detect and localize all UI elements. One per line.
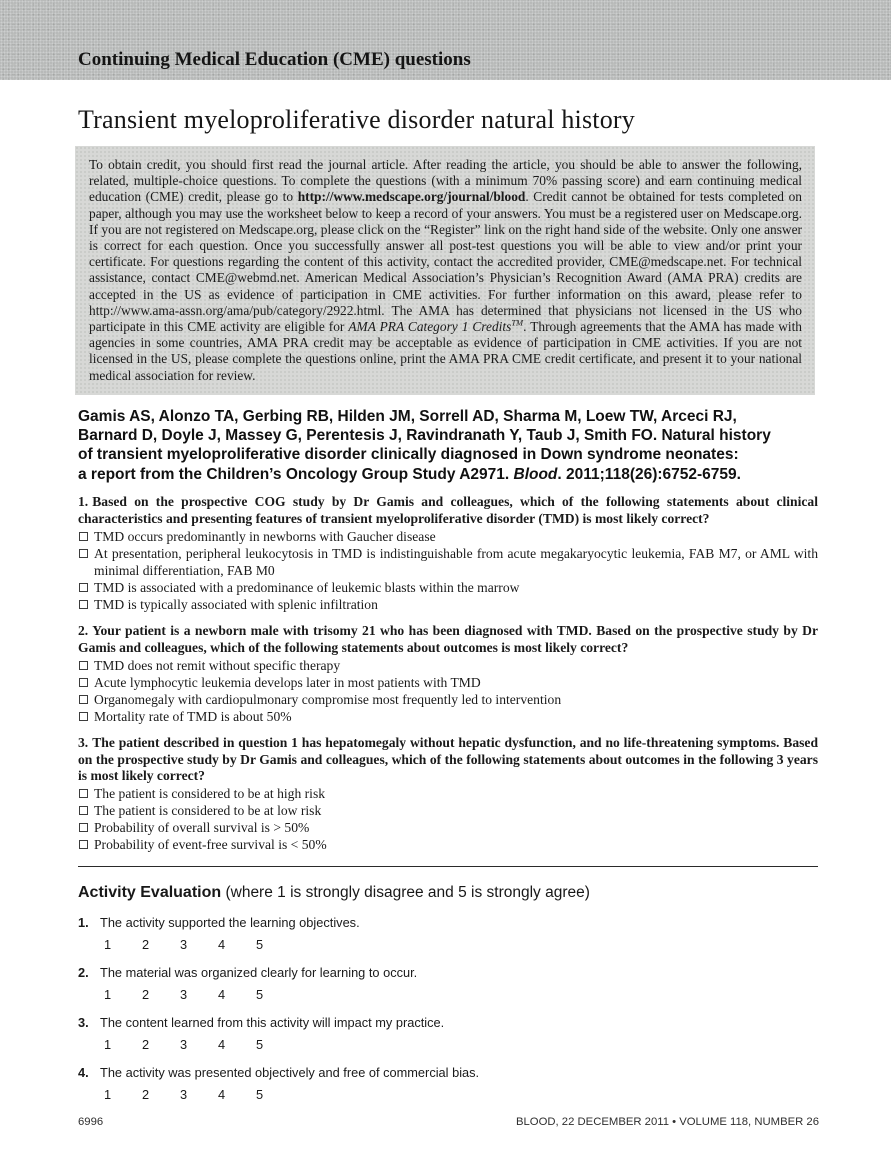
option-label: TMD is associated with a predominance of leukemic blasts within the marrow <box>94 579 520 595</box>
evaluation-item-number: 2. <box>78 965 89 981</box>
option-label: At presentation, peripheral leukocytosis in TMD is indistinguishable from acute megakaryocytic leukemia, FAB M7, or AML with minimal differentiation, FAB M0 <box>94 545 818 578</box>
evaluation-item-text: The activity was presented objectively and free of commercial bias. <box>100 1065 480 1081</box>
answer-option[interactable] <box>78 819 818 836</box>
citation-line: Barnard D, Doyle J, Massey G, Perentesis J, Ravindranath Y, Taub J, Smith FO. Natural history <box>78 427 771 445</box>
answer-option[interactable] <box>78 579 818 596</box>
option-label: Probability of event-free survival is < 50% <box>94 837 327 853</box>
option-label: Acute lymphocytic leukemia develops later in most patients with TMD <box>94 674 481 690</box>
citation-line: of transient myeloproliferative disorder clinically diagnosed in Down syndrome neonates: <box>78 446 739 464</box>
question-prompt: 2. Your patient is a newborn male with trisomy 21 who has been diagnosed with TMD. Based on the prospective study by Dr Gamis and colleagues, which of the following statements about outcomes is most likely correct? <box>78 622 818 655</box>
rating-scale <box>100 987 818 1002</box>
evaluation-item-2 <box>78 965 818 1002</box>
question-2 <box>78 623 818 725</box>
question-number: 1. <box>78 494 89 510</box>
rating-option-4[interactable]: 4 <box>218 937 226 953</box>
section-divider <box>78 866 818 867</box>
rating-option-5[interactable]: 5 <box>256 987 264 1003</box>
rating-option-1[interactable]: 1 <box>104 1037 112 1053</box>
answer-checkbox[interactable] <box>79 532 88 541</box>
instructions-text: To obtain credit, you should first read the journal article. After reading the article, you should be able to answer the following, related, multiple-choice questions. To complete the questions (with a minimum 70% passing score) and earn continuing medical education (CME) credit, please go to <box>89 157 802 205</box>
answer-option[interactable] <box>78 596 818 613</box>
rating-option-1[interactable]: 1 <box>104 1087 112 1103</box>
rating-option-2[interactable]: 2 <box>142 937 150 953</box>
journal-info: BLOOD, 22 DECEMBER 2011 • VOLUME 118, NUMBER 26 <box>515 1116 819 1128</box>
medscape-url: http://www.medscape.org/journal/blood <box>297 189 526 205</box>
ama-pra-credits: AMA PRA Category 1 Credits <box>348 319 512 335</box>
answer-checkbox[interactable] <box>79 695 88 704</box>
question-prompt: 1. Based on the prospective COG study by Dr Gamis and colleagues, which of the following statements about clinical characteristics and presenting features of transient myeloproliferative disorder (TMD) is most likely correct? <box>78 494 818 526</box>
option-label: TMD does not remit without specific therapy <box>94 657 341 673</box>
option-label: TMD occurs predominantly in newborns with Gaucher disease <box>94 528 436 544</box>
evaluation-item-number: 1. <box>78 915 89 931</box>
rating-option-5[interactable]: 5 <box>256 1037 264 1053</box>
rating-option-2[interactable]: 2 <box>142 1037 150 1053</box>
evaluation-item-4 <box>78 1065 818 1102</box>
rating-scale <box>100 937 818 952</box>
answer-checkbox[interactable] <box>79 789 88 798</box>
answer-checkbox[interactable] <box>79 600 88 609</box>
answer-option[interactable] <box>78 528 818 545</box>
instructions-text: . Credit cannot be obtained for tests completed on paper, although you may use the worksheet below to keep a record of your answers. You must be a registered user on Medscape.org. If you are not registered on Medscape.org, please click on the “Register” link on the right hand side of the website. Only one answer is correct for each question. Once you successfully answer all post-test questions you will be able to view and/or print your certificate. For questions regarding the content of this activity, contact the accredited provider, CME@medscape.net. For technical assistance, contact CME@webmd.net. American Medical Association’s Physician’s Recognition Award (AMA PRA) credits are accepted in the US as evidence of participation in CME activities. For further information on this award, please refer to http://www.ama-assn.org/ama/pub/category/2922.html. The AMA has determined that physicians not licensed in the US who participate in this CME activity are eligible for <box>89 189 802 335</box>
option-label: The patient is considered to be at low risk <box>94 803 322 819</box>
banner-title: Continuing Medical Education (CME) questions <box>78 49 471 70</box>
article-title: Transient myeloproliferative disorder natural history <box>78 105 635 134</box>
rating-option-5[interactable]: 5 <box>256 937 264 953</box>
answer-checkbox[interactable] <box>79 661 88 670</box>
question-1 <box>78 494 818 613</box>
rating-option-4[interactable]: 4 <box>218 987 226 1003</box>
answer-checkbox[interactable] <box>79 823 88 832</box>
answer-option[interactable] <box>78 802 818 819</box>
answer-checkbox[interactable] <box>79 806 88 815</box>
answer-option[interactable] <box>78 674 818 691</box>
answer-checkbox[interactable] <box>79 583 88 592</box>
rating-option-3[interactable]: 3 <box>180 937 188 953</box>
evaluation-item-text: The activity supported the learning objectives. <box>100 915 360 931</box>
rating-option-3[interactable]: 3 <box>180 1037 188 1053</box>
question-number: 2. <box>78 622 89 638</box>
page-footer <box>78 1116 819 1128</box>
trademark-superscript: TM <box>511 317 524 328</box>
answer-checkbox[interactable] <box>79 712 88 721</box>
option-label: Organomegaly with cardiopulmonary compromise most frequently led to intervention <box>94 691 562 707</box>
answer-option[interactable] <box>78 545 818 579</box>
question-prompt: 3. The patient described in question 1 has hepatomegaly without hepatic dysfunction, and no life-threatening symptoms. Based on the prospective study by Dr Gamis and colleagues, which of the following statements about outcomes in the following 3 years is most likely correct? <box>78 734 818 784</box>
answer-checkbox[interactable] <box>79 840 88 849</box>
rating-option-5[interactable]: 5 <box>256 1087 264 1103</box>
citation-line: a report from the Children’s Oncology Group Study A2971. <box>78 465 514 483</box>
evaluation-item-number: 4. <box>78 1065 89 1081</box>
evaluation-item-3 <box>78 1015 818 1052</box>
activity-evaluation <box>78 884 818 1102</box>
answer-checkbox[interactable] <box>79 678 88 687</box>
answer-option[interactable] <box>78 785 818 802</box>
option-label: TMD is typically associated with splenic infiltration <box>94 596 378 612</box>
answer-option[interactable] <box>78 708 818 725</box>
journal-name: Blood <box>513 465 558 483</box>
evaluation-heading: Activity Evaluation (where 1 is strongly disagree and 5 is strongly agree) <box>78 884 590 902</box>
rating-option-4[interactable]: 4 <box>218 1037 226 1053</box>
instructions-text: . Through agreements that the AMA has made with agencies in some countries, AMA PRA credit may be acceptable as evidence of participation in CME activities. If you are not licensed in the US, please complete the questions online, print the AMA PRA CME credit certificate, and present it to your national medical association for review. <box>89 319 802 383</box>
credit-instructions-box <box>75 146 815 395</box>
rating-option-2[interactable]: 2 <box>142 1087 150 1103</box>
citation-line: Gamis AS, Alonzo TA, Gerbing RB, Hilden JM, Sorrell AD, Sharma M, Loew TW, Arceci RJ, <box>78 407 737 425</box>
rating-scale <box>100 1087 818 1102</box>
rating-option-1[interactable]: 1 <box>104 937 112 953</box>
article-citation <box>78 407 818 484</box>
question-3 <box>78 735 818 854</box>
rating-option-4[interactable]: 4 <box>218 1087 226 1103</box>
evaluation-scale-note: (where 1 is strongly disagree and 5 is strongly agree) <box>221 884 590 902</box>
evaluation-item-number: 3. <box>78 1015 89 1031</box>
question-number: 3. <box>78 734 89 750</box>
cme-banner <box>0 0 891 80</box>
evaluation-item-text: The content learned from this activity will impact my practice. <box>100 1015 445 1031</box>
rating-option-3[interactable]: 3 <box>180 1087 188 1103</box>
option-label: Probability of overall survival is > 50% <box>94 820 310 836</box>
evaluation-item-1 <box>78 915 818 952</box>
option-label: The patient is considered to be at high risk <box>94 786 326 802</box>
page-number: 6996 <box>78 1116 104 1128</box>
option-label: Mortality rate of TMD is about 50% <box>94 708 292 724</box>
answer-checkbox[interactable] <box>79 549 88 558</box>
citation-line: . 2011;118(26):6752-6759. <box>557 465 741 483</box>
rating-option-1[interactable]: 1 <box>104 987 112 1003</box>
page-content <box>78 80 818 1102</box>
answer-option[interactable] <box>78 657 818 674</box>
rating-scale <box>100 1037 818 1052</box>
rating-option-2[interactable]: 2 <box>142 987 150 1003</box>
rating-option-3[interactable]: 3 <box>180 987 188 1003</box>
answer-option[interactable] <box>78 691 818 708</box>
evaluation-item-text: The material was organized clearly for learning to occur. <box>100 965 418 981</box>
answer-option[interactable] <box>78 836 818 853</box>
